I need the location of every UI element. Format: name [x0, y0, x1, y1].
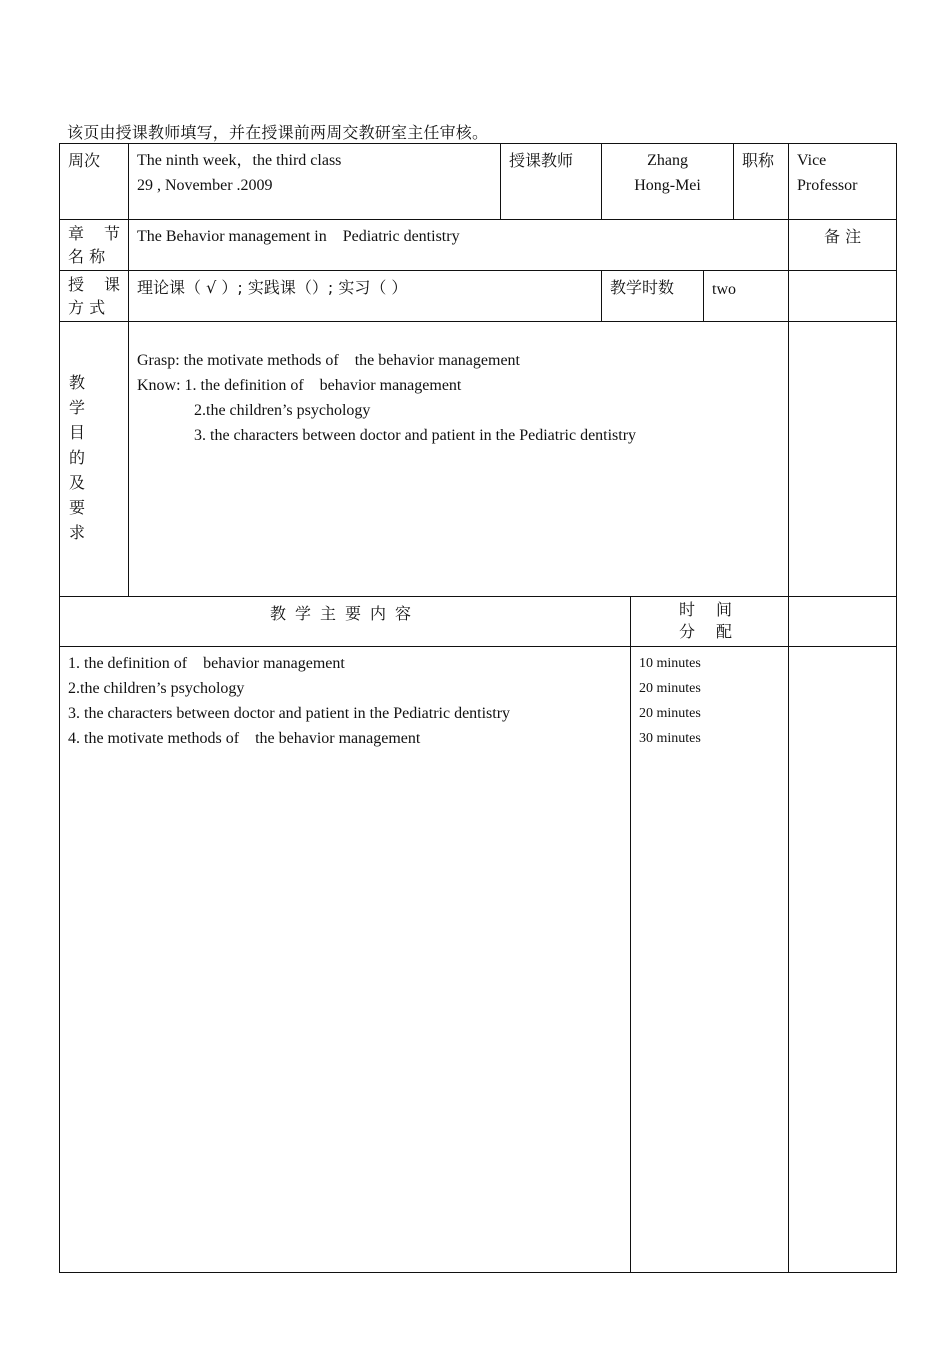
- row-week: [60, 144, 897, 220]
- method-value-cell: [129, 271, 602, 322]
- objective-value-cell: [129, 322, 789, 597]
- row-objectives: [60, 322, 897, 597]
- time-header-line-1: 时 间: [678, 600, 741, 619]
- method-remarks-cell: [789, 271, 897, 322]
- objective-remarks-cell: [789, 322, 897, 597]
- header-remarks-cell: [789, 597, 897, 647]
- week-line-2: 29 , November .2009: [137, 177, 273, 194]
- hours-value-cell: [704, 271, 789, 322]
- title-line-2: Professor: [797, 177, 858, 194]
- header-note: 该页由授课教师填写，并在授课前两周交教研室主任审核。: [67, 123, 489, 142]
- chapter-label-line-2: 名 称: [68, 247, 106, 266]
- row-method: [60, 271, 897, 322]
- title-line-1: Vice: [797, 152, 827, 169]
- objective-know-1: Know: 1. the definition of behavior management: [137, 377, 462, 394]
- week-label-cell: [60, 144, 129, 220]
- objective-label-char: 要: [69, 498, 86, 517]
- chapter-label-cell: [60, 220, 129, 271]
- week-label: 周次: [68, 151, 101, 170]
- content-header-cell: [60, 597, 631, 647]
- title-value-cell: [789, 144, 897, 220]
- time-items-cell: [631, 647, 789, 1273]
- content-items-cell: [60, 647, 631, 1273]
- objective-know-3: 3. the characters between doctor and patient in the Pediatric dentistry: [194, 427, 637, 444]
- time-item: 20 minutes: [639, 681, 701, 696]
- method-label-line-2: 方 式: [68, 298, 106, 317]
- hours-label: 教学时数: [610, 278, 675, 297]
- time-header-cell: [631, 597, 789, 647]
- objective-label-char: 及: [69, 473, 86, 492]
- objective-grasp: Grasp: the motivate methods of the behavior management: [137, 352, 520, 369]
- week-value-cell: [129, 144, 501, 220]
- teacher-label: 授课教师: [509, 151, 574, 170]
- lesson-plan-table: [59, 143, 897, 1273]
- remarks-label: 备 注: [823, 227, 862, 246]
- chapter-label-char-2: 节: [103, 224, 120, 243]
- row-content: [60, 647, 897, 1273]
- objective-label-char: 的: [69, 448, 86, 467]
- content-item: 2.the children’s psychology: [68, 680, 245, 697]
- week-line-1: The ninth week，the third class: [137, 152, 342, 169]
- content-item: 4. the motivate methods of the behavior management: [68, 730, 421, 747]
- hours-label-cell: [602, 271, 704, 322]
- method-label-char-2: 课: [103, 275, 120, 294]
- chapter-value-cell: [129, 220, 789, 271]
- objective-label-char: 学: [69, 398, 86, 417]
- objective-know-2: 2.the children’s psychology: [194, 402, 371, 419]
- chapter-value: The Behavior management in Pediatric dentistry: [137, 228, 460, 245]
- title-label: 职称: [742, 151, 775, 170]
- method-label-cell: [60, 271, 129, 322]
- hours-value: two: [712, 281, 736, 298]
- content-item: 1. the definition of behavior management: [68, 655, 345, 672]
- teacher-line-1: Zhang: [647, 152, 688, 169]
- time-header-line-2: 分 配: [678, 622, 741, 641]
- chapter-label-char-1: 章: [68, 224, 85, 243]
- teacher-label-cell: [501, 144, 602, 220]
- content-item: 3. the characters between doctor and patient in the Pediatric dentistry: [68, 705, 511, 722]
- method-label-char-1: 授: [68, 275, 85, 294]
- objective-label: [60, 322, 128, 545]
- row-content-header: [60, 597, 897, 647]
- objective-label-cell: [60, 322, 129, 597]
- row-chapter: [60, 220, 897, 271]
- time-item: 10 minutes: [639, 656, 701, 671]
- time-item: 30 minutes: [639, 731, 701, 746]
- method-value: 理论课（ √ ）; 实践课（）; 实习（ ）: [137, 278, 408, 297]
- teacher-line-2: Hong-Mei: [634, 177, 701, 194]
- remarks-label-cell: [789, 220, 897, 271]
- content-remarks-cell: [789, 647, 897, 1273]
- title-label-cell: [734, 144, 789, 220]
- objective-label-char: 目: [69, 423, 86, 442]
- time-item: 20 minutes: [639, 706, 701, 721]
- objective-label-char: 教: [69, 373, 86, 392]
- teacher-value-cell: [602, 144, 734, 220]
- content-header: 教学主要内容: [269, 604, 420, 623]
- objective-label-char: 求: [69, 523, 86, 542]
